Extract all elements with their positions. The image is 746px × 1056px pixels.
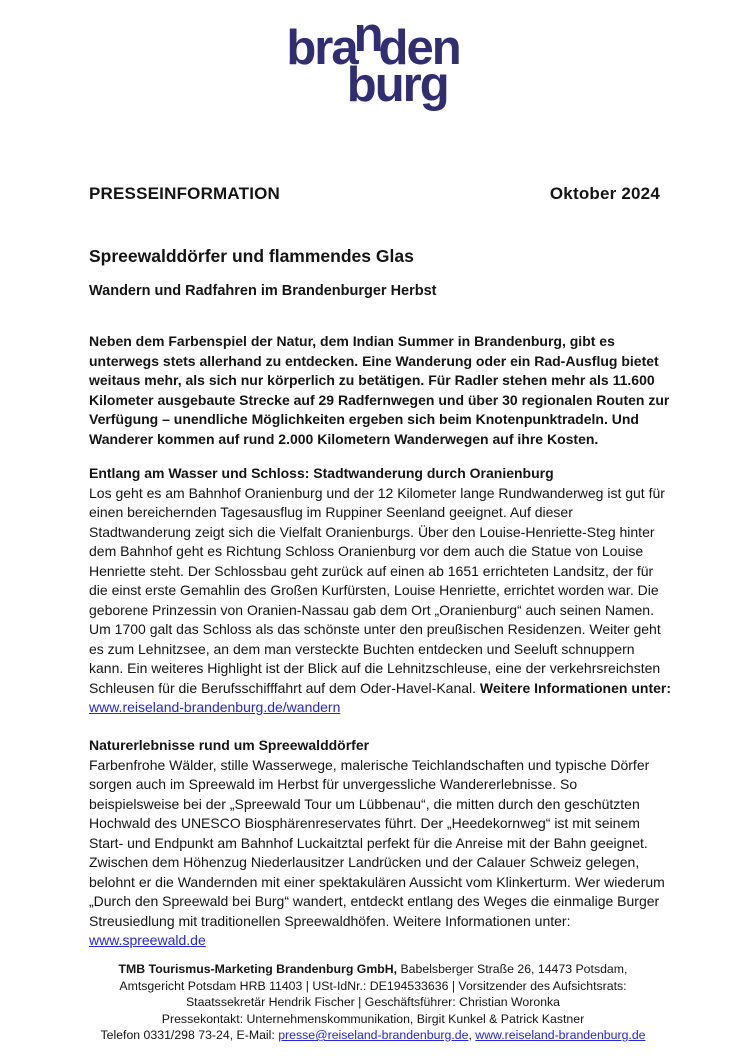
kicker-presseinformation: PRESSEINFORMATION: [89, 184, 281, 203]
page-subtitle: Wandern und Radfahren im Brandenburger Herbst: [89, 283, 437, 299]
date-label: Oktober 2024: [549, 184, 660, 203]
footer-line-4: Pressekontakt: Unternehmenskommunikation, Birgit Kunkel & Patrick Kastner: [161, 1011, 585, 1026]
section-spreewald: [89, 736, 671, 951]
logo-text-bra: bra: [286, 21, 357, 75]
intro-paragraph: Neben dem Farbenspiel der Natur, dem Indian Summer in Brandenburg, gibt es unterwegs stets allerhand zu entdecken. Eine Wanderung oder ein Rad-Ausflug bietet weitaus mehr, als sich nur körperlich zu betätigen. Für Radler stehen mehr als 11.600 Kilometer ausgebaute Strecke auf 29 Radfernwegen und über 30 regionalen Routen zur Verfügung – unendliche Möglichkeiten ergeben sich beim Knotenpunktradeln. Und Wanderer kommen auf rund 2.000 Kilometern Wanderwegen auf ihre Kosten.: [89, 333, 670, 447]
footer-phone: Telefon 0331/298 73-24, E-Mail:: [100, 1028, 279, 1042]
logo-area: [0, 8, 746, 112]
email-link[interactable]: presse@reiseland-brandenburg.de: [278, 1028, 469, 1042]
page-title: Spreewalddörfer und flammendes Glas: [89, 246, 414, 266]
footer-imprint: [33, 961, 713, 1044]
spreewald-link[interactable]: www.spreewald.de: [89, 932, 206, 948]
footer-line-3: Staatssekretär Hendrik Fischer | Geschäftsführer: Christian Woronka: [185, 995, 561, 1009]
section-oranienburg: [89, 464, 671, 718]
section-spreewald-body: Farbenfrohe Wälder, stille Wasserwege, malerische Teichlandschaften und typische Dörfer sorgen auch im Spreewald im Herbst für unvergessliche Wandererlebnisse. So beispielsweise bei der „Spreewald Tour um Lübbenau“, die mitten durch den geschützten Hochwald des UNESCO Biosphärenreservates führt. Der „Heedekornweg“ ist mit seinem Start- und Endpunkt am Bahnhof Luckaitztal perfekt für die Anreise mit der Bahn geeignet. Zwischen dem Höhenzug Niederlausitzer Landrücken und der Calauer Schweiz gelegen, belohnt er die Wandernden mit einer spektakulären Aussicht vom Klinkerturm. Wer wiederum „Durch den Spreewald bei Burg“ wandert, entdeckt entlang des Weges die einmalige Burger Streusiedlung mit traditionellen Spreewaldhöfen. Weitere Informationen unter:: [89, 756, 665, 929]
header-row: [89, 184, 660, 204]
footer-line-5: [33, 1027, 713, 1044]
footer-address: Babelsberger Straße 26, 14473 Potsdam,: [397, 962, 628, 976]
logo-text-den: den: [378, 21, 460, 75]
website-link[interactable]: www.reiseland-brandenburg.de: [475, 1028, 646, 1042]
footer-line-2: Amtsgericht Potsdam HRB 11403 | USt-IdNr.: DE194533636 | Vorsitzender des Aufsichtsrats:: [119, 978, 627, 993]
section-oranienburg-heading: Entlang am Wasser und Schloss: Stadtwanderung durch Oranienburg: [89, 465, 554, 481]
brandenburg-logo: [286, 8, 460, 112]
footer-separator: ,: [468, 1028, 476, 1042]
more-info-label: Weitere Informationen unter:: [479, 679, 671, 696]
logo-raised-n: n: [353, 8, 382, 62]
section-oranienburg-body: Los geht es am Bahnhof Oranienburg und der 12 Kilometer lange Rundwanderweg ist gut für einen bereichernden Tagesausflug im Ruppiner Seenland geeignet. Auf dieser Stadtwanderung zeigt sich die Vielfalt Oranienburgs. Über den Louise-Henriette-Steg hinter dem Bahnhof geht es Richtung Schloss Oranienburg vor dem auch die Statue von Louise Henriette steht. Der Schlossbau geht zurück auf einen ab 1651 errichteten Landsitz, der für die einst erste Gemahlin des Großen Kurfürsten, Louise Henriette, errichtet worden war. Die geborene Prinzessin von Oranien-Nassau gab dem Ort „Oranienburg“ auch seinen Namen. Um 1700 galt das Schloss als das schönste unter den preußischen Residenzen. Weiter geht es zum Lehnitzsee, an dem man versteckte Buchten entdecken und Seeluft schnuppern kann. Ein weiteres Highlight ist der Blick auf die Lehnitzschleuse, eine der verkehrsreichsten Schleusen für die Berufsschifffahrt auf dem Oder-Havel-Kanal.: [89, 484, 665, 696]
footer-line-1: [33, 961, 713, 978]
footer-company-name: TMB Tourismus-Marketing Brandenburg GmbH,: [118, 962, 398, 976]
wandern-link[interactable]: www.reiseland-brandenburg.de/wandern: [89, 699, 341, 715]
section-spreewald-heading: Naturerlebnisse rund um Spreewalddörfer: [89, 737, 370, 753]
logo-line-2: burg: [346, 58, 448, 112]
